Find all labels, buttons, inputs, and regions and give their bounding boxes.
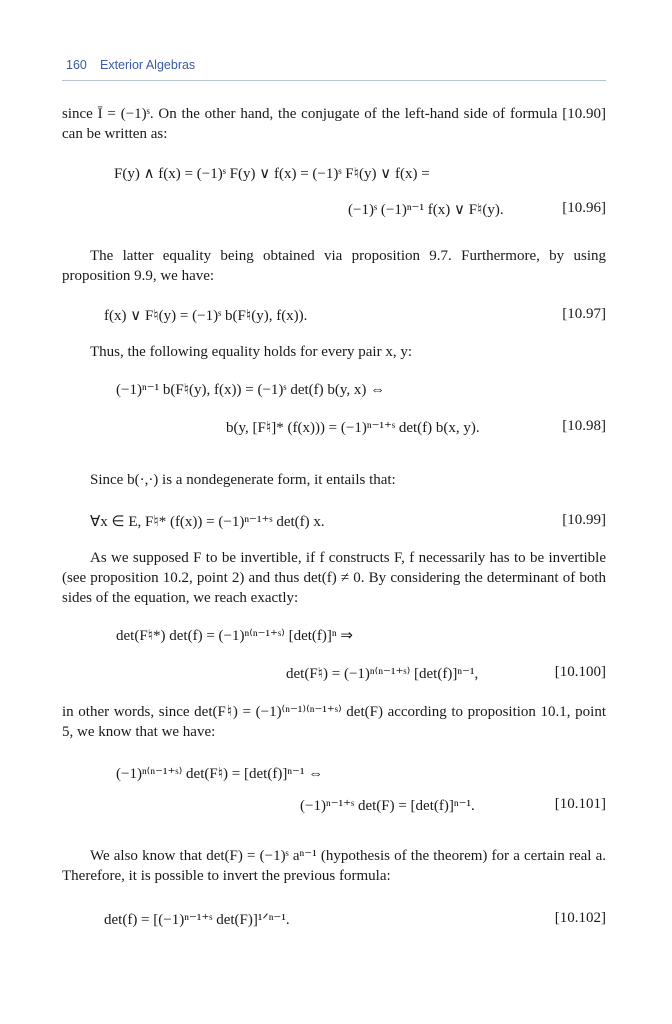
paragraph-3: Thus, the following equality holds for every pair x, y: <box>90 344 413 360</box>
paragraph-1: since Ī = (−1)ˢ. On the other hand, the conjugate of the left-hand side of formula [10.90] can be written as: <box>62 106 606 142</box>
equation-10-98-line2: b(y, [F♮]* (f(x))) = (−1)ⁿ⁻¹⁺ˢ det(f) b(x, y). <box>226 420 480 436</box>
page-number: 160 <box>66 58 87 72</box>
paragraph-7: We also know that det(F) = (−1)ˢ aⁿ⁻¹ (hypothesis of the theorem) for a certain real a. Therefore, it is possible to invert the previous formula: <box>62 848 606 884</box>
equation-tag-10-102: [10.102] <box>554 910 606 926</box>
equation-tag-10-99: [10.99] <box>562 512 606 528</box>
running-title: Exterior Algebras <box>100 58 196 72</box>
equation-10-96-line2: (−1)ˢ (−1)ⁿ⁻¹ f(x) ∨ F♮(y). <box>348 202 504 218</box>
paragraph-5: As we supposed F to be invertible, if f constructs F, f necessarily has to be invertible (see proposition 10.2, point 2) and thus det(f) ≠ 0. By considering the determinant of both sides of the equation, we reach exactly: <box>62 550 606 606</box>
equation-10-96-line1: F(y) ∧ f(x) = (−1)ˢ F(y) ∨ f(x) = (−1)ˢ F♮(y) ∨ f(x) = <box>114 166 430 182</box>
equation-tag-10-97: [10.97] <box>562 306 606 322</box>
equation-tag-10-96: [10.96] <box>562 200 606 216</box>
equation-10-101-line1: (−1)ⁿ⁽ⁿ⁻¹⁺ˢ⁾ det(F♮) = [det(f)]ⁿ⁻¹ ⇔ <box>116 766 324 782</box>
running-header <box>62 56 606 81</box>
paragraph-4: Since b(·,·) is a nondegenerate form, it entails that: <box>90 472 396 488</box>
equation-10-101-line2: (−1)ⁿ⁻¹⁺ˢ det(F) = [det(f)]ⁿ⁻¹. <box>300 798 475 814</box>
paragraph-2: The latter equality being obtained via proposition 9.7. Furthermore, by using proposition 9.9, we have: <box>62 248 606 284</box>
equation-tag-10-100: [10.100] <box>554 664 606 680</box>
equation-tag-10-101: [10.101] <box>554 796 606 812</box>
equation-tag-10-98: [10.98] <box>562 418 606 434</box>
equation-10-102: det(f) = [(−1)ⁿ⁻¹⁺ˢ det(F)]¹ᐟⁿ⁻¹. <box>104 912 290 928</box>
equation-10-100-line2: det(F♮) = (−1)ⁿ⁽ⁿ⁻¹⁺ˢ⁾ [det(f)]ⁿ⁻¹, <box>286 666 479 682</box>
equation-10-100-line1: det(F♮*) det(f) = (−1)ⁿ⁽ⁿ⁻¹⁺ˢ⁾ [det(f)]ⁿ ⇒ <box>116 628 353 644</box>
equation-10-99: ∀x ∈ E, F♮* (f(x)) = (−1)ⁿ⁻¹⁺ˢ det(f) x. <box>90 514 325 530</box>
paragraph-6: in other words, since det(F♮) = (−1)⁽ⁿ⁻¹⁾⁽ⁿ⁻¹⁺ˢ⁾ det(F) according to proposition 10.1, point 5, we know that we have: <box>62 704 606 740</box>
equation-10-97: f(x) ∨ F♮(y) = (−1)ˢ b(F♮(y), f(x)). <box>104 308 308 324</box>
equation-10-98-line1: (−1)ⁿ⁻¹ b(F♮(y), f(x)) = (−1)ˢ det(f) b(y, x) ⇔ <box>116 382 386 398</box>
